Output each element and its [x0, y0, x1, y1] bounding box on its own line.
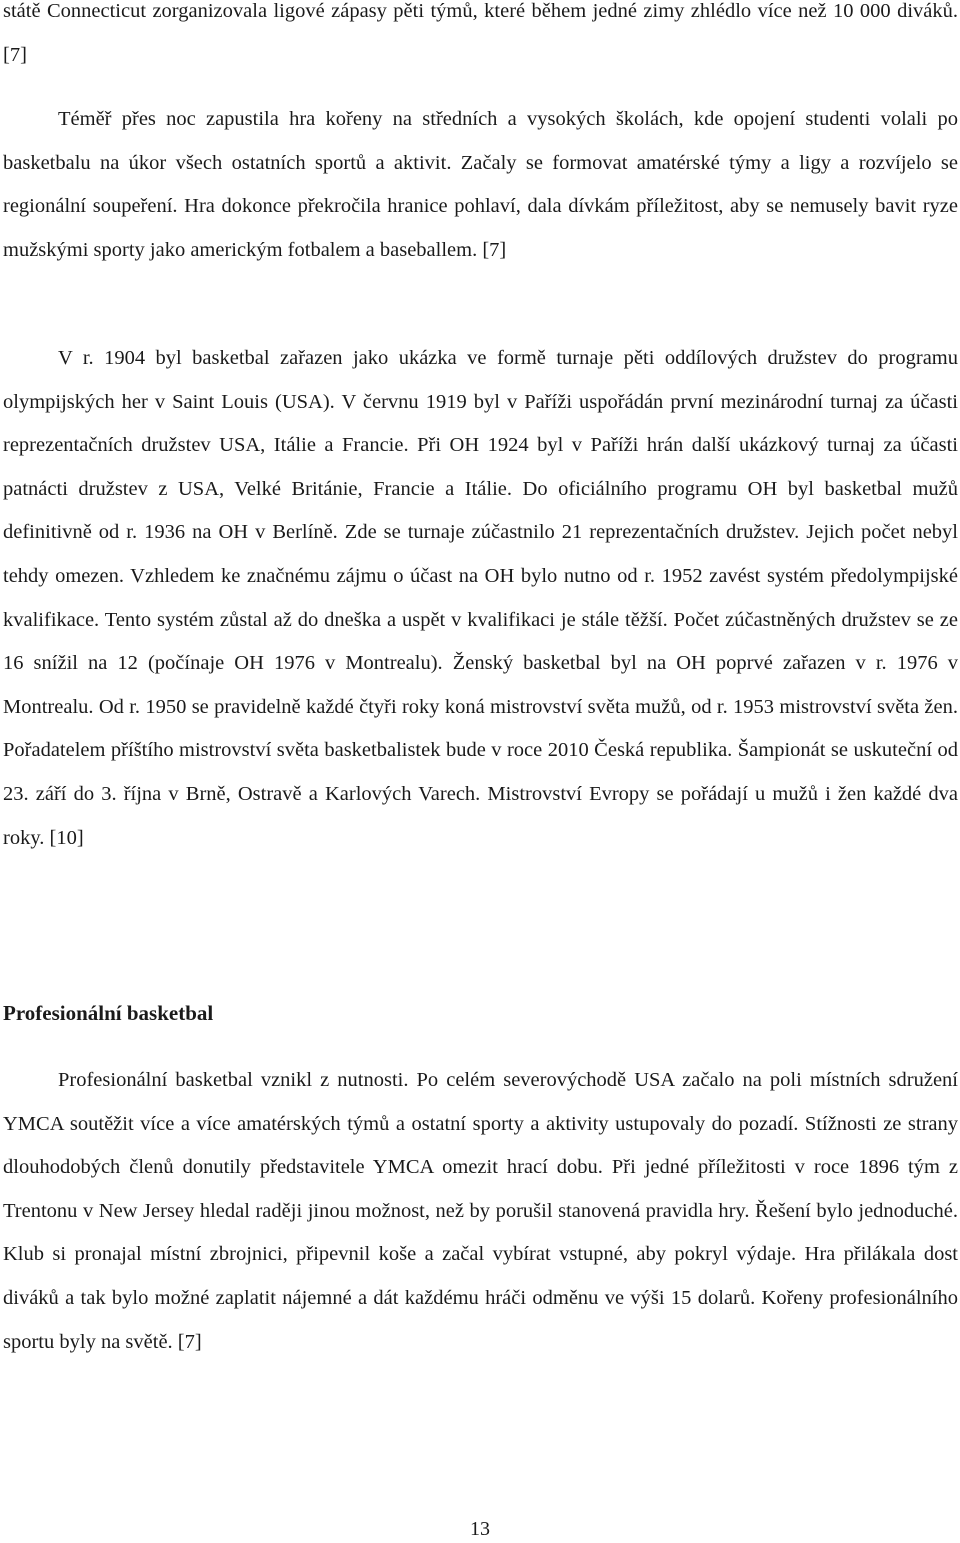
- paragraph-continuation: [3, 0, 958, 77]
- paragraph-school-spread: [3, 98, 958, 272]
- paragraph-olympic-history: [3, 337, 958, 860]
- paragraph-text: státě Connecticut zorganizovala ligové zápasy pěti týmů, které během jedné zimy zhlédlo více než 10 000 diváků. [7]: [3, 0, 958, 66]
- section-heading: Profesionální basketbal: [3, 1001, 214, 1025]
- paragraph-text: Profesionální basketbal vznikl z nutnosti. Po celém severovýchodě USA začalo na poli místních sdružení YMCA soutěžit více a více amatérských týmů a ostatní sporty a aktivity ustupovaly do pozadí. Stížnosti ze strany dlouhodobých členů donutily představitele YMCA omezit hrací dobu. Při jedné příležitosti v roce 1896 tým z Trentonu v New Jersey hledal raději jinou možnost, než by porušil stanovená pravidla hry. Řešení bylo jednoduché. Klub si pronajal místní zbrojnici, připevnil koše a začal vybírat vstupné, aby pokryl výdaje. Hra přilákala dost diváků a tak bylo možné zaplatit nájemné a dát každému hráči odměnu ve výši 15 dolarů. Kořeny profesionálního sportu byly na světě. [7]: [3, 1069, 958, 1353]
- paragraph-professional-basketball: [3, 1059, 958, 1364]
- page-number: 13: [470, 1518, 490, 1540]
- paragraph-text: Téměř přes noc zapustila hra kořeny na středních a vysokých školách, kde opojení studenti volali po basketbalu na úkor všech ostatních sportů a aktivit. Začaly se formovat amatérské týmy a ligy a rozvíjelo se regionální soupeření. Hra dokonce překročila hranice pohlaví, dala dívkám příležitost, aby se nemusely bavit ryze mužskými sporty jako americkým fotbalem a baseballem. [7]: [3, 108, 958, 261]
- paragraph-text: V r. 1904 byl basketbal zařazen jako ukázka ve formě turnaje pěti oddílových družstev do programu olympijských her v Saint Louis (USA). V červnu 1919 byl v Paříži uspořádán první mezinárodní turnaj za účasti reprezentačních družstev USA, Itálie a Francie. Při OH 1924 byl v Paříži hrán další ukázkový turnaj za účasti patnácti družstev z USA, Velké Británie, Francie a Itálie. Do oficiálního programu OH byl basketbal mužů definitivně od r. 1936 na OH v Berlíně. Zde se turnaje zúčastnilo 21 reprezentačních družstev. Jejich počet nebyl tehdy omezen. Vzhledem ke značnému zájmu o účast na OH bylo nutno od r. 1952 zavést systém předolympijské kvalifikace. Tento systém zůstal až do dneška a uspět v kvalifikaci je stále těžší. Počet zúčastněných družstev se ze 16 snížil na 12 (počínaje OH 1976 v Montrealu). Ženský basketbal byl na OH poprvé zařazen v r. 1976 v Montrealu. Od r. 1950 se pravidelně každé čtyři roky koná mistrovství světa mužů, od r. 1953 mistrovství světa žen. Pořadatelem příštího mistrovství světa basketbalistek bude v roce 2010 Česká republika. Šampionát se uskuteční od 23. září do 3. října v Brně, Ostravě a Karlových Varech. Mistrovství Evropy se pořádají u mužů i žen každé dva roky. [10]: [3, 347, 958, 849]
